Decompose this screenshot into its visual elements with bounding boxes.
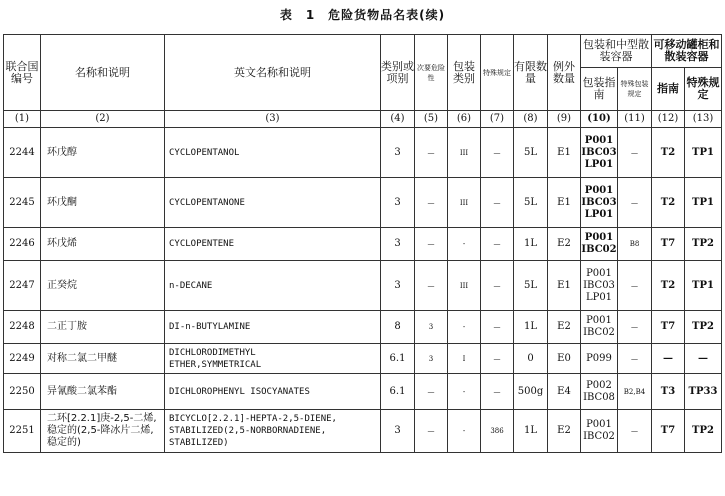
special-packing: — <box>618 311 652 344</box>
packing-instruction-line: P001 <box>586 315 612 326</box>
excepted-quantity: E0 <box>548 344 581 374</box>
packing-group: III <box>448 261 481 311</box>
special-provision: — <box>481 261 514 311</box>
packing-instruction-line: IBC03 <box>581 146 617 158</box>
table-row <box>4 311 722 344</box>
limited-quantity: 5L <box>514 261 548 311</box>
limited-quantity: 1L <box>514 410 548 453</box>
tank-special: TP2 <box>685 410 722 453</box>
header-portable-tanks: 可移动罐柜和散装容器 <box>652 35 722 68</box>
header-excepted-quantity: 例外数量 <box>548 35 581 111</box>
sub-risk: 3 <box>415 311 448 344</box>
english-name-line: STABILIZED) <box>169 438 229 448</box>
packing-group: - <box>448 311 481 344</box>
english-name: CYCLOPENTANOL <box>165 128 381 178</box>
un-number: 2250 <box>4 374 41 410</box>
col-index: (10) <box>581 111 618 128</box>
chinese-name: 环戊酮 <box>41 178 165 228</box>
col-index: (3) <box>165 111 381 128</box>
packing-instruction-line: P001 <box>584 134 614 146</box>
special-provision: — <box>481 374 514 410</box>
packing-group: III <box>448 178 481 228</box>
header-special-packing: 特殊包装规定 <box>618 68 652 111</box>
tank-special: TP2 <box>685 228 722 261</box>
sub-risk: — <box>415 228 448 261</box>
special-packing: — <box>618 128 652 178</box>
sub-risk: — <box>415 410 448 453</box>
tank-special: TP1 <box>685 128 722 178</box>
header-special-provisions: 特殊规定 <box>481 35 514 111</box>
col-index: (6) <box>448 111 481 128</box>
packing-instruction-line: LP01 <box>584 158 614 170</box>
special-packing: B2,B4 <box>618 374 652 410</box>
english-name-line: STABILIZED(2,5-NORBORNADIENE, <box>169 426 327 436</box>
table-row <box>4 344 722 374</box>
packing-instruction <box>581 410 618 453</box>
excepted-quantity: E2 <box>548 410 581 453</box>
packing-instruction-line: IBC03 <box>581 196 617 208</box>
table-row <box>4 374 722 410</box>
special-packing: — <box>618 261 652 311</box>
un-number: 2245 <box>4 178 41 228</box>
packing-group: - <box>448 374 481 410</box>
tank-special: TP1 <box>685 178 722 228</box>
packing-instruction-line: P001 <box>586 419 612 430</box>
excepted-quantity: E2 <box>548 228 581 261</box>
col-index: (8) <box>514 111 548 128</box>
packing-instruction <box>581 128 618 178</box>
sub-risk: 3 <box>415 344 448 374</box>
header-tank-special: 特殊规定 <box>685 68 722 111</box>
english-name <box>165 344 381 374</box>
special-provision: — <box>481 128 514 178</box>
packing-instruction <box>581 228 618 261</box>
limited-quantity: 5L <box>514 178 548 228</box>
special-provision: — <box>481 344 514 374</box>
packing-instruction-line: P001 <box>584 184 614 196</box>
tank-special: TP33 <box>685 374 722 410</box>
chinese-name-line: 稳定的) <box>47 437 81 448</box>
un-number: 2251 <box>4 410 41 453</box>
col-index: (1) <box>4 111 41 128</box>
packing-instruction-line: IBC08 <box>583 391 615 403</box>
header-packing-instruction: 包装指南 <box>581 68 618 111</box>
packing-instruction-line: LP01 <box>584 208 614 220</box>
tank-instruction: T7 <box>652 410 685 453</box>
excepted-quantity: E2 <box>548 311 581 344</box>
limited-quantity: 1L <box>514 311 548 344</box>
col-index: (5) <box>415 111 448 128</box>
special-packing: — <box>618 178 652 228</box>
tank-special: TP2 <box>685 311 722 344</box>
class-division: 8 <box>381 311 415 344</box>
col-index: (12) <box>652 111 685 128</box>
chinese-name-line: 二环[2.2.1]庚-2,5-二烯, <box>47 413 157 424</box>
sub-risk: — <box>415 261 448 311</box>
table-row <box>4 128 722 178</box>
sub-risk: — <box>415 178 448 228</box>
excepted-quantity: E1 <box>548 261 581 311</box>
class-division: 6.1 <box>381 374 415 410</box>
packing-group: I <box>448 344 481 374</box>
special-provision: 386 <box>481 410 514 453</box>
packing-instruction <box>581 344 618 374</box>
english-name-line: BICYCLO[2.2.1]-HEPTA-2,5-DIENE, <box>169 414 337 424</box>
tank-special: — <box>685 344 722 374</box>
english-name-line: DICHLORODIMETHYL <box>169 347 256 358</box>
col-index: (2) <box>41 111 165 128</box>
chinese-name: 二正丁胺 <box>41 311 165 344</box>
packing-instruction-line: IBC02 <box>583 431 615 442</box>
tank-instruction: T7 <box>652 228 685 261</box>
limited-quantity: 500g <box>514 374 548 410</box>
header-english-name: 英文名称和说明 <box>165 35 381 111</box>
special-provision: — <box>481 311 514 344</box>
special-packing: B8 <box>618 228 652 261</box>
table-row <box>4 410 722 453</box>
un-number: 2247 <box>4 261 41 311</box>
table-body <box>4 128 722 453</box>
limited-quantity: 5L <box>514 128 548 178</box>
packing-group: - <box>448 228 481 261</box>
header-packaging-ibc: 包装和中型散装容器 <box>581 35 652 68</box>
chinese-name: 环戊烯 <box>41 228 165 261</box>
table-row <box>4 228 722 261</box>
tank-instruction: T2 <box>652 128 685 178</box>
header-un-number: 联合国编号 <box>4 35 41 111</box>
chinese-name: 正癸烷 <box>41 261 165 311</box>
chinese-name-line: 稳定的(2,5-降冰片二烯, <box>47 425 154 436</box>
tank-special: TP1 <box>685 261 722 311</box>
class-division: 3 <box>381 228 415 261</box>
column-index-row <box>4 111 722 128</box>
packing-instruction <box>581 261 618 311</box>
tank-instruction: T7 <box>652 311 685 344</box>
special-packing: — <box>618 410 652 453</box>
header-limited-quantity: 有限数量 <box>514 35 548 111</box>
col-index: (4) <box>381 111 415 128</box>
class-division: 3 <box>381 410 415 453</box>
chinese-name: 异氰酸二氯苯酯 <box>41 374 165 410</box>
packing-instruction <box>581 311 618 344</box>
tank-instruction: T2 <box>652 178 685 228</box>
sub-risk: — <box>415 128 448 178</box>
english-name: DI-n-BUTYLAMINE <box>165 311 381 344</box>
limited-quantity: 0 <box>514 344 548 374</box>
un-number: 2244 <box>4 128 41 178</box>
un-number: 2248 <box>4 311 41 344</box>
english-name: n-DECANE <box>165 261 381 311</box>
packing-instruction-line: P001 <box>586 267 612 279</box>
english-name <box>165 410 381 453</box>
packing-instruction <box>581 178 618 228</box>
packing-instruction-line: IBC03 <box>583 279 615 291</box>
header-sub-risk: 次要危险性 <box>415 35 448 111</box>
class-division: 6.1 <box>381 344 415 374</box>
excepted-quantity: E1 <box>548 178 581 228</box>
class-division: 3 <box>381 178 415 228</box>
tank-instruction: T3 <box>652 374 685 410</box>
packing-instruction <box>581 374 618 410</box>
header-class: 类别或项别 <box>381 35 415 111</box>
special-provision: — <box>481 228 514 261</box>
limited-quantity: 1L <box>514 228 548 261</box>
header-packing-group: 包装类别 <box>448 35 481 111</box>
dangerous-goods-table <box>3 34 722 453</box>
col-index: (11) <box>618 111 652 128</box>
packing-instruction-line: LP01 <box>585 291 613 303</box>
english-name: CYCLOPENTENE <box>165 228 381 261</box>
header-chinese-name: 名称和说明 <box>41 35 165 111</box>
tank-instruction: — <box>652 344 685 374</box>
packing-instruction-line: P001 <box>584 232 614 243</box>
packing-group: III <box>448 128 481 178</box>
chinese-name <box>41 410 165 453</box>
excepted-quantity: E1 <box>548 128 581 178</box>
packing-instruction-line: P002 <box>586 379 612 391</box>
chinese-name: 环戊醇 <box>41 128 165 178</box>
table-row <box>4 261 722 311</box>
header-tank-instruction: 指南 <box>652 68 685 111</box>
col-index: (7) <box>481 111 514 128</box>
col-index: (9) <box>548 111 581 128</box>
packing-instruction-line: P099 <box>586 352 612 364</box>
class-division: 3 <box>381 128 415 178</box>
un-number: 2249 <box>4 344 41 374</box>
english-name-line: DICHLOROPHENYL ISOCYANATES <box>169 386 310 397</box>
english-name: CYCLOPENTANONE <box>165 178 381 228</box>
class-division: 3 <box>381 261 415 311</box>
table-title: 表 1 危险货物品名表(续) <box>279 8 446 22</box>
packing-instruction-line: IBC02 <box>581 244 617 255</box>
excepted-quantity: E4 <box>548 374 581 410</box>
chinese-name: 对称二氯二甲醚 <box>41 344 165 374</box>
sub-risk: — <box>415 374 448 410</box>
special-packing: — <box>618 344 652 374</box>
packing-instruction-line: IBC02 <box>583 327 615 338</box>
tank-instruction: T2 <box>652 261 685 311</box>
special-provision: — <box>481 178 514 228</box>
table-row <box>4 178 722 228</box>
un-number: 2246 <box>4 228 41 261</box>
packing-group: - <box>448 410 481 453</box>
english-name <box>165 374 381 410</box>
col-index: (13) <box>685 111 722 128</box>
english-name-line: ETHER,SYMMETRICAL <box>169 359 262 370</box>
